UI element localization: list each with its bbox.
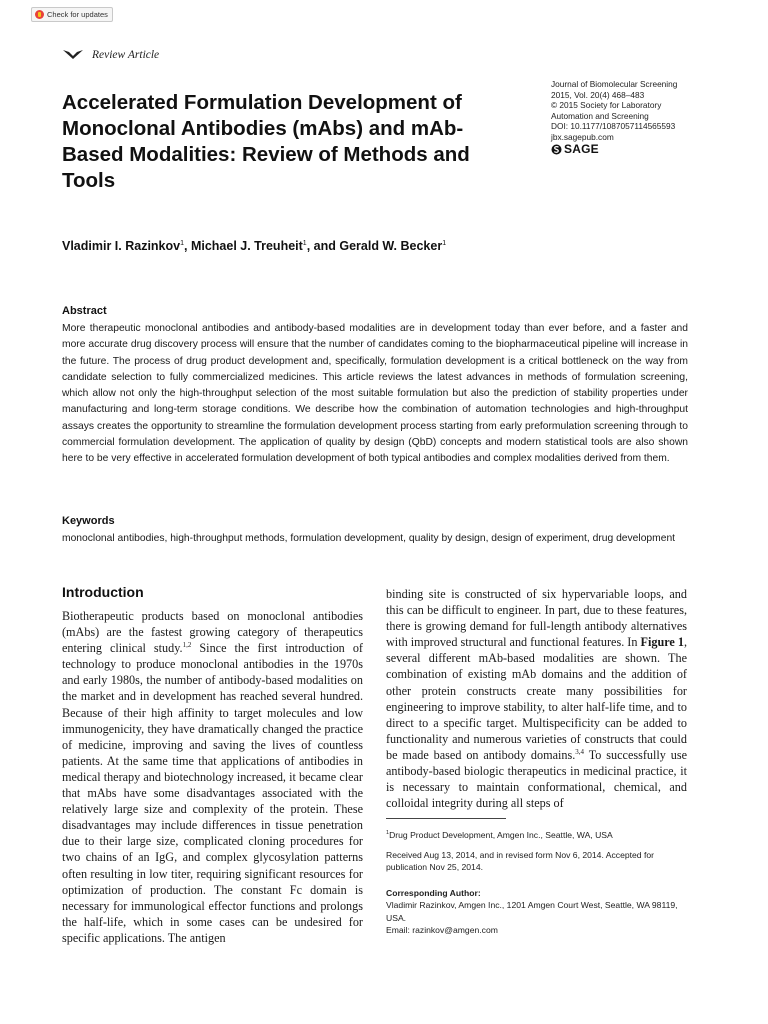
introduction-heading: Introduction [62, 584, 144, 600]
affiliation-mark: 1 [386, 830, 390, 836]
corresponding-author-heading: Corresponding Author: [386, 888, 481, 898]
corresponding-author-email[interactable]: Email: razinkov@amgen.com [386, 924, 498, 935]
check-for-updates-label: Check for updates [47, 10, 108, 19]
citation-ref[interactable]: 3,4 [575, 747, 585, 756]
journal-copyright-2: Automation and Screening [551, 110, 649, 121]
article-title: Accelerated Formulation Development of Monoclonal Antibodies (mAbs) and mAb-Based Modalities: Review of Methods and Tools [62, 91, 470, 192]
author-name: Gerald W. Becker [339, 239, 443, 253]
body-text: To successfully use antibody-based biologic therapeutics in medicinal practice, it is necessary to maintain conformational, chemical, and colloidal integrity during all steps of [386, 747, 687, 811]
affiliation-mark: 1 [442, 239, 447, 247]
introduction-left-column [62, 608, 363, 946]
body-text: binding site is constructed of six hypervariable loops, and this can be difficult to engineer. In part, due to these features, there is growing demand for full-length antibody alternatives with improved structural and functional features. In [386, 587, 687, 650]
journal-url[interactable]: jbx.sagepub.com [551, 131, 614, 142]
article-type [62, 48, 159, 61]
author-name: Vladimir I. Razinkov [62, 239, 181, 253]
figure-ref[interactable]: Figure 1 [640, 635, 684, 650]
body-text: Biotherapeutic products based on monoclonal antibodies (mAbs) are the fastest growing category of therapeutics entering clinical study. [62, 609, 363, 656]
journal-copyright-1: © 2015 Society for Laboratory [551, 100, 662, 111]
check-for-updates-button[interactable] [31, 7, 113, 22]
author-separator: , [184, 239, 191, 253]
author-list [62, 239, 446, 253]
abstract-heading: Abstract [62, 305, 107, 317]
author-separator: , and [306, 239, 340, 253]
affiliation-footnote [386, 827, 691, 841]
journal-volume: 2015, Vol. 20(4) 468–483 [551, 89, 645, 100]
sage-bird-icon [62, 48, 84, 61]
journal-info [551, 79, 731, 155]
affiliation-mark: 1 [180, 239, 184, 247]
affiliation-mark: 1 [302, 239, 307, 247]
update-icon [35, 10, 44, 19]
footnote-divider [386, 818, 506, 819]
sage-s-icon [551, 144, 562, 155]
sage-logo [551, 141, 731, 156]
introduction-right-column [386, 586, 687, 811]
abstract-text: More therapeutic monoclonal antibodies and antibody-based modalities are in development today than ever before, and a faster and more accurate drug discovery process will ensure that the number of candidates coming to the biopharmaceutical pipeline will increase in the future. The process of drug product development and, specifically, formulation development is a critical bottleneck on the way from candidate selection to fully commercialized medicines. This article reviews the latest advances in methods of formulation screening, which allow not only the high-throughput selection of the most suitable formulation but also the prediction of stability properties under manufacturing and long-term storage conditions. We describe how the combination of automation technologies and high-throughput assays creates the opportunity to streamline the formulation development process starting from early preformulation screening through to commercial formulation development. The application of quality by design (QbD) concepts and modern statistical tools are also shown here to be very effective in accelerated formulation development of both typical antibodies and complex modalities derived from them. [62, 323, 688, 465]
journal-name: Journal of Biomolecular Screening [551, 79, 678, 89]
body-text: Since the first introduction of technology to produce monoclonal antibodies in the 1970s and early 1980s, the number of antibody-based modalities on the market and in development has reached several hundred. Because of their high affinity to target molecules and low immunogenicity, they have dramatically changed the practice of medicine, improving and saving the lives of countless patients. At the same time that applications of antibodies in medical therapy and biotechnology increased, it became clear that mAbs have some disadvantages associated with the relatively large size and complexity of the protein. These disadvantages may include differences in tissue penetration due to their large size, complicated cloning procedures for two chains of an IgG, and complex glycosylation patterns often resulting in low titer, requiring significant resources for optimization of production. The constant Fc domain is necessary for immunological effector functions and prolongs the half-life, which in some cases can be undesired for specific applications. The antigen [62, 641, 363, 945]
body-text: , several different mAb-based modalities are shown. The combination of existing mAb domains and the addition of other protein constructs create many possibilities for engineering to improve stability, to alter half-life time, and to direct to a specific target. Multispecificity can be added to functionality and numerous varieties of constructs that could be made based on antibody domains. [386, 635, 688, 762]
article-type-label: Review Article [92, 48, 160, 61]
corresponding-author-address: Vladimir Razinkov, Amgen Inc., 1201 Amgen Court West, Seattle, WA 98119, USA. [386, 900, 678, 923]
keywords-text: monoclonal antibodies, high-throughput methods, formulation development, quality by design, design of experiment, drug development [62, 533, 676, 544]
sage-wordmark: SAGE [564, 141, 599, 156]
author-name: Michael J. Treuheit [190, 239, 303, 253]
citation-ref[interactable]: 1,2 [182, 641, 192, 650]
received-footnote: Received Aug 13, 2014, and in revised form Nov 6, 2014. Accepted for publication Nov 25, 2014. [386, 850, 655, 873]
keywords-heading: Keywords [62, 515, 115, 527]
affiliation-text: Drug Product Development, Amgen Inc., Seattle, WA, USA [389, 829, 613, 840]
journal-doi[interactable]: DOI: 10.1177/1087057114565593 [551, 121, 676, 132]
corresponding-author [386, 887, 691, 936]
